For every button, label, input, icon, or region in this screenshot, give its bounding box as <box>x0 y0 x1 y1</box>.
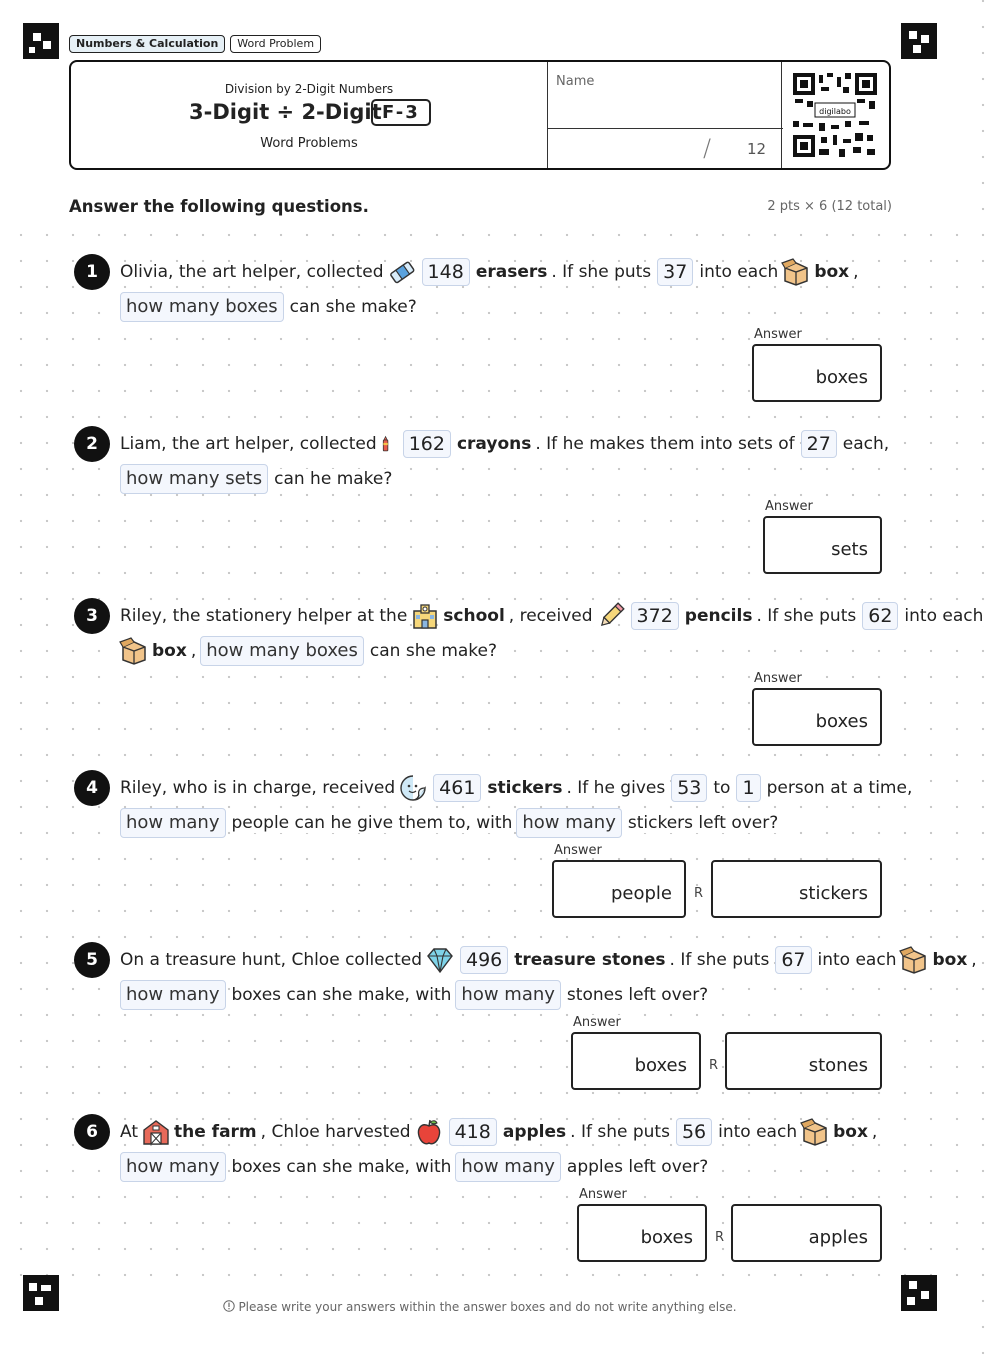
worksheet-title: 3-Digit ÷ 2-Digit <box>189 100 382 124</box>
how-many-box: how many <box>455 1152 561 1182</box>
corner-marker-top-right <box>901 23 937 59</box>
answer-unit: people <box>610 883 672 904</box>
remainder-label: R <box>694 886 704 901</box>
item-name: pencils <box>684 606 753 626</box>
question-line <box>118 1151 710 1183</box>
question-text: On a treasure hunt, Chloe collected <box>120 950 422 970</box>
answer-label: Answer <box>554 843 602 858</box>
pencil-icon <box>597 602 625 630</box>
number-box: 461 <box>433 774 481 802</box>
instructions: Answer the following questions. <box>69 197 375 216</box>
worksheet-type: Word Problems <box>260 136 358 151</box>
question-text: into each <box>699 262 779 282</box>
item-name: box <box>152 641 187 661</box>
question-line <box>118 979 710 1011</box>
svg-text:digilabo: digilabo <box>819 107 851 116</box>
footer-text: Please write your answers within the answer boxes and do not write anything else. <box>238 1300 737 1314</box>
question-text: . If she puts <box>669 950 770 970</box>
question-4 <box>0 770 960 940</box>
number-box: 62 <box>862 602 898 630</box>
item-name: crayons <box>456 434 532 454</box>
how-many-box: how many <box>516 808 622 838</box>
tag-type[interactable]: Word Problem <box>230 35 321 53</box>
category-tags <box>69 35 321 53</box>
question-text: , received <box>508 606 593 626</box>
number-box: 37 <box>657 258 693 286</box>
question-text: Liam, the art helper, collected <box>120 434 377 454</box>
number-box: 67 <box>775 946 811 974</box>
question-line <box>118 772 914 804</box>
question-number: 5 <box>74 942 110 978</box>
how-many-box: how many <box>120 980 226 1010</box>
barn-icon <box>142 1118 170 1146</box>
question-text: boxes can she make, with <box>231 985 452 1005</box>
item-name: treasure stones <box>514 950 666 970</box>
question-text: Olivia, the art helper, collected <box>120 262 384 282</box>
worksheet-subtitle: Division by 2-Digit Numbers <box>224 82 394 96</box>
question-text: person at a time, <box>766 778 913 798</box>
apple-icon <box>415 1118 443 1146</box>
question-3 <box>0 598 984 768</box>
crayon-icon <box>381 430 397 458</box>
question-text: can she make? <box>289 297 417 317</box>
question-text: At <box>120 1122 138 1142</box>
answer-label: Answer <box>573 1015 621 1030</box>
answer-label: Answer <box>754 671 802 686</box>
number-box: 496 <box>460 946 508 974</box>
item-name: stickers <box>487 778 563 798</box>
school-icon <box>411 602 439 630</box>
title-panel <box>71 62 548 168</box>
answer-box-remainder[interactable] <box>711 860 882 918</box>
how-many-box: how many <box>120 1152 226 1182</box>
sticker-icon <box>399 774 427 802</box>
question-number: 2 <box>74 426 110 462</box>
qr-code-icon <box>793 73 877 157</box>
tag-category[interactable]: Numbers & Calculation <box>69 35 225 53</box>
answer-box[interactable] <box>752 344 882 402</box>
corner-marker-top-left <box>23 23 59 59</box>
answer-box-quotient[interactable] <box>577 1204 707 1262</box>
answer-box-quotient[interactable] <box>571 1032 701 1090</box>
question-text: , <box>971 950 977 970</box>
question-number: 3 <box>74 598 110 634</box>
question-text: , <box>190 641 197 661</box>
question-text: , <box>853 262 859 282</box>
number-box: 162 <box>403 430 451 458</box>
place-name: the farm <box>174 1122 257 1142</box>
number-box: 418 <box>449 1118 497 1146</box>
item-name: box <box>833 1122 868 1142</box>
question-5 <box>0 942 977 1112</box>
question-line <box>118 463 394 495</box>
question-line <box>118 291 419 323</box>
question-text: to <box>713 778 731 798</box>
answer-box-remainder[interactable] <box>725 1032 882 1090</box>
question-line <box>118 944 979 976</box>
number-box: 27 <box>801 430 837 458</box>
question-text: can she make? <box>369 641 498 661</box>
eraser-icon <box>388 258 416 286</box>
worksheet-code: F-3 <box>371 99 431 126</box>
question-line <box>118 807 780 839</box>
number-box: 53 <box>671 774 707 802</box>
question-2 <box>0 426 960 596</box>
points-info: 2 pts × 6 (12 total) <box>763 199 892 214</box>
number-box: 148 <box>422 258 470 286</box>
question-text: can he make? <box>274 469 393 489</box>
answer-label: Answer <box>765 499 813 514</box>
question-text: . If she puts <box>551 262 652 282</box>
info-icon <box>223 1300 235 1312</box>
answer-box-quotient[interactable] <box>552 860 686 918</box>
box-icon <box>782 258 810 286</box>
question-text: into each <box>817 950 897 970</box>
remainder-label: R <box>709 1058 719 1073</box>
worksheet-header <box>69 60 891 170</box>
answer-unit: boxes <box>640 1227 693 1248</box>
score-total: 12 <box>747 140 767 158</box>
answer-unit: stones <box>808 1055 868 1076</box>
question-number: 6 <box>74 1114 110 1150</box>
item-name: box <box>814 262 850 282</box>
question-text: into each <box>718 1122 798 1142</box>
answer-box[interactable] <box>763 516 882 574</box>
question-text: each, <box>842 434 890 454</box>
question-line <box>118 256 861 288</box>
question-number: 1 <box>74 254 110 290</box>
gem-icon <box>426 946 454 974</box>
how-many-box: how many <box>120 808 226 838</box>
question-text: into each <box>904 606 984 626</box>
question-text: stickers left over? <box>627 813 779 833</box>
name-label: Name <box>556 74 595 89</box>
place-name: school <box>443 606 505 626</box>
item-name: apples <box>502 1122 567 1142</box>
how-many-box: how many boxes <box>200 636 364 666</box>
question-text: Riley, the stationery helper at the <box>120 606 408 626</box>
question-text: Riley, who is in charge, received <box>120 778 396 798</box>
answer-label: Answer <box>754 327 802 342</box>
question-text: people can he give them to, with <box>231 813 513 833</box>
number-box: 1 <box>736 774 760 802</box>
question-line <box>118 1116 879 1148</box>
question-text: . If he makes them into sets of <box>535 434 795 454</box>
number-box: 56 <box>676 1118 712 1146</box>
answer-box-remainder[interactable] <box>731 1204 882 1262</box>
question-line <box>118 428 891 460</box>
question-text: . If he gives <box>566 778 666 798</box>
question-line <box>118 635 499 667</box>
how-many-box: how many sets <box>120 464 268 494</box>
question-text: stones left over? <box>566 985 709 1005</box>
number-box: 372 <box>631 602 679 630</box>
answer-unit: sets <box>831 539 868 560</box>
box-icon <box>801 1118 829 1146</box>
name-divider <box>547 128 783 129</box>
question-6 <box>0 1114 960 1284</box>
question-text: . If she puts <box>570 1122 670 1142</box>
question-text: boxes can she make, with <box>231 1157 452 1177</box>
qr-divider <box>781 62 782 168</box>
item-name: erasers <box>475 262 548 282</box>
answer-unit: stickers <box>799 883 868 904</box>
remainder-label: R <box>715 1230 725 1245</box>
answer-unit: boxes <box>815 367 868 388</box>
answer-unit: boxes <box>815 711 868 732</box>
box-icon <box>900 946 928 974</box>
question-text: , Chloe harvested <box>260 1122 411 1142</box>
box-icon <box>120 637 148 665</box>
footer-background <box>0 1280 960 1358</box>
question-number: 4 <box>74 770 110 806</box>
question-text: , <box>871 1122 878 1142</box>
answer-unit: apples <box>808 1227 868 1248</box>
how-many-box: how many boxes <box>120 292 284 322</box>
answer-box[interactable] <box>752 688 882 746</box>
question-line <box>118 600 985 632</box>
score-slash: / <box>703 134 712 162</box>
question-1 <box>0 254 960 424</box>
question-text: apples left over? <box>566 1157 709 1177</box>
item-name: box <box>932 950 968 970</box>
how-many-box: how many <box>455 980 561 1010</box>
question-text: . If she puts <box>756 606 857 626</box>
footer-note <box>0 1300 960 1314</box>
answer-unit: boxes <box>634 1055 687 1076</box>
answer-label: Answer <box>579 1187 627 1202</box>
